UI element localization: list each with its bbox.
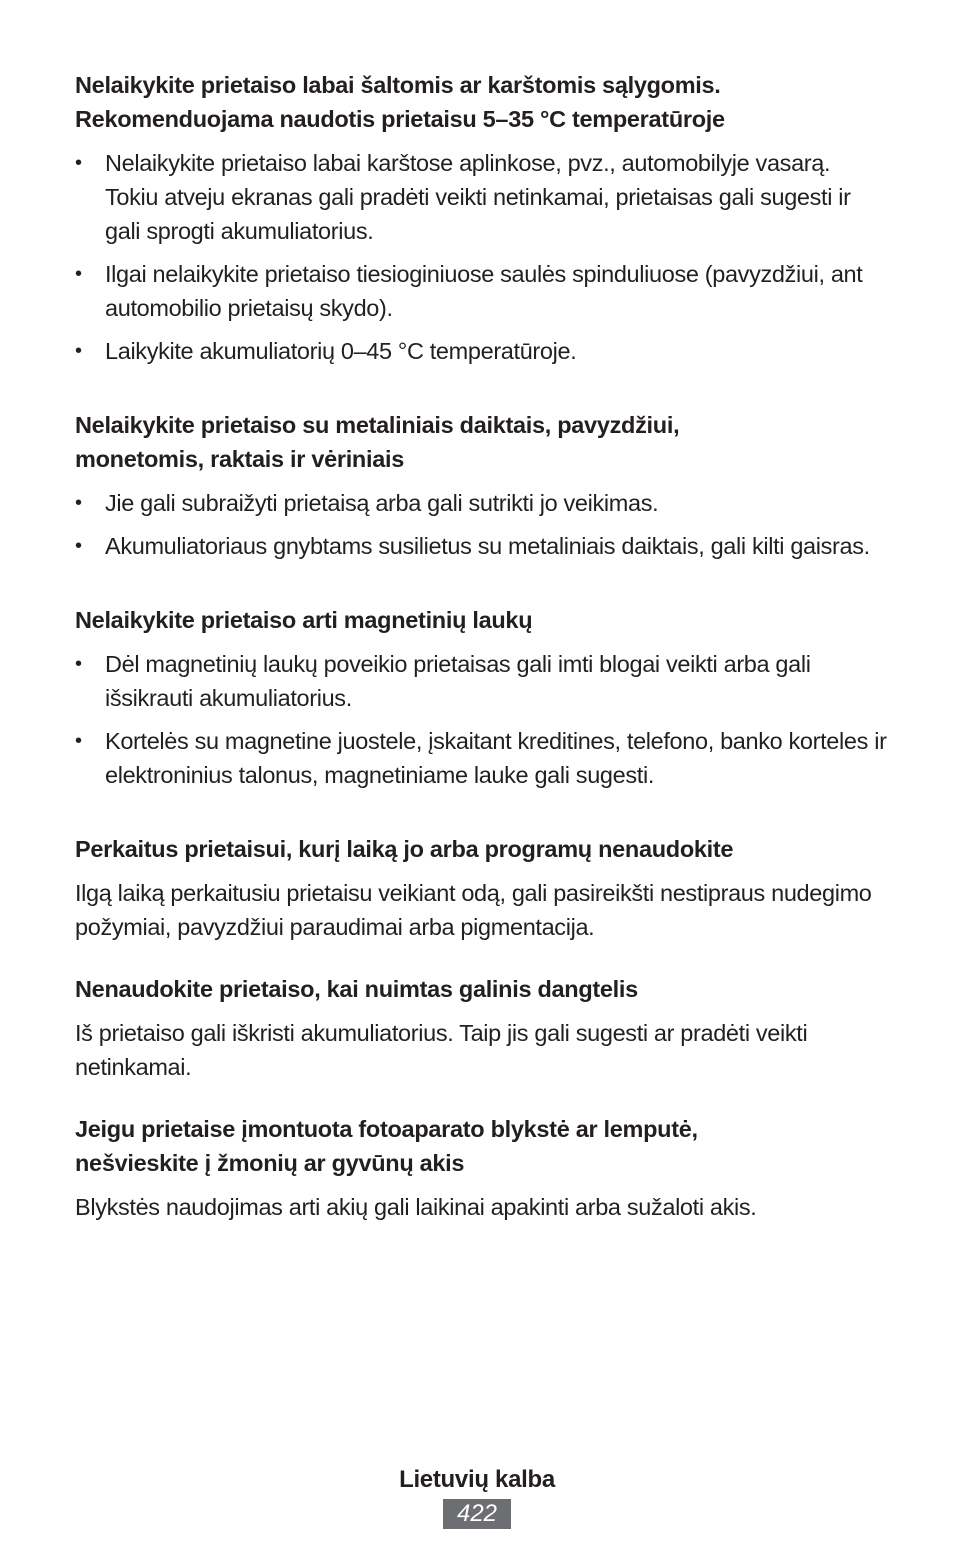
section-heading [75, 1112, 887, 1180]
footer-language: Lietuvių kalba [399, 1466, 555, 1493]
list-item-text: Nelaikykite prietaiso labai karštose aplinkose, pvz., automobilyje vasarą. Tokiu atveju ekranas gali pradėti veikti netinkamai, prietaisas gali sugesti ir gali sprogti akumuliatorius. [105, 150, 851, 244]
heading-line: Nelaikykite prietaiso labai šaltomis ar karštomis sąlygomis. [75, 72, 721, 98]
bullet-marker: • [75, 535, 82, 557]
heading-line: monetomis, raktais ir vėriniais [75, 446, 404, 472]
section-heading [75, 603, 887, 637]
list-item-text: Akumuliatoriaus gnybtams susilietus su metaliniais daiktais, gali kilti gaisras. [105, 533, 870, 559]
section-magnetic-fields [75, 603, 887, 792]
document-body [75, 68, 887, 1224]
list-item-text: Ilgai nelaikykite prietaiso tiesioginiuose saulės spinduliuose (pavyzdžiui, ant automobilio prietaisų skydo). [105, 261, 863, 321]
bullet-marker: • [75, 653, 82, 675]
section-heading [75, 68, 887, 136]
list-item-text: Dėl magnetinių laukų poveikio prietaisas gali imti blogai veikti arba gali išsikrauti akumuliatorius. [105, 651, 811, 711]
list-item [75, 146, 887, 248]
heading-line: Nenaudokite prietaiso, kai nuimtas galinis dangtelis [75, 976, 638, 1002]
section-heading [75, 408, 887, 476]
section-flash [75, 1112, 887, 1224]
section-heading [75, 972, 887, 1006]
bullet-list [75, 486, 887, 563]
bullet-list [75, 146, 887, 368]
page-footer [0, 1462, 954, 1529]
bullet-marker: • [75, 340, 82, 362]
section-back-cover [75, 972, 887, 1084]
bullet-marker: • [75, 263, 82, 285]
list-item [75, 529, 887, 563]
heading-line: Nelaikykite prietaiso su metaliniais daiktais, pavyzdžiui, [75, 412, 680, 438]
list-item-text: Laikykite akumuliatorių 0–45 °C temperatūroje. [105, 338, 577, 364]
section-temperature [75, 68, 887, 368]
heading-line: nešvieskite į žmonių ar gyvūnų akis [75, 1150, 465, 1176]
section-metal-objects [75, 408, 887, 563]
section-paragraph: Iš prietaiso gali iškristi akumuliatorius. Taip jis gali sugesti ar pradėti veikti netinkamai. [75, 1020, 808, 1080]
bullet-marker: • [75, 492, 82, 514]
section-paragraph: Ilgą laiką perkaitusiu prietaisu veikiant odą, gali pasireikšti nestipraus nudegimo požymiai, pavyzdžiui paraudimai arba pigmentacija. [75, 880, 872, 940]
list-item-text: Jie gali subraižyti prietaisą arba gali sutrikti jo veikimas. [105, 490, 659, 516]
bullet-marker: • [75, 152, 82, 174]
list-item [75, 486, 887, 520]
section-heading [75, 832, 887, 866]
bullet-list [75, 647, 887, 792]
list-item [75, 257, 887, 325]
heading-line: Jeigu prietaise įmontuota fotoaparato blykstė ar lemputė, [75, 1116, 698, 1142]
section-paragraph: Blykstės naudojimas arti akių gali laikinai apakinti arba sužaloti akis. [75, 1194, 757, 1220]
page-number-badge: 422 [443, 1499, 511, 1529]
list-item [75, 647, 887, 715]
heading-line: Perkaitus prietaisui, kurį laiką jo arba programų nenaudokite [75, 836, 734, 862]
list-item [75, 334, 887, 368]
heading-line: Rekomenduojama naudotis prietaisu 5–35 °C temperatūroje [75, 106, 725, 132]
list-item-text: Kortelės su magnetine juostele, įskaitant kreditines, telefono, banko korteles ir elektroninius talonus, magnetiniame lauke gali sugesti. [105, 728, 887, 788]
section-overheating [75, 832, 887, 944]
heading-line: Nelaikykite prietaiso arti magnetinių laukų [75, 607, 533, 633]
list-item [75, 724, 887, 792]
bullet-marker: • [75, 730, 82, 752]
